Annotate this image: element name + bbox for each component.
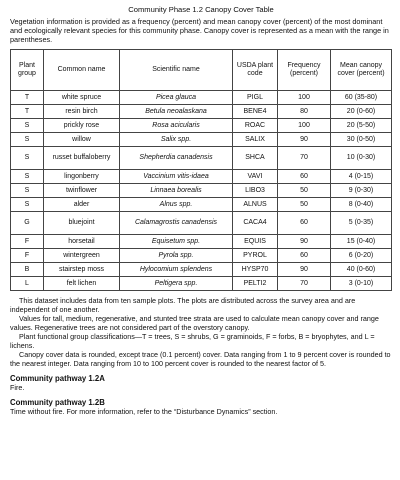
cell-common-name: resin birch [44, 105, 120, 119]
note-paragraph: Canopy cover data is rounded, except trace (0.1 percent) cover. Data ranging from 1 to 9 percent cover is rounded to the nearest integer. Data ranging from 10 to 100 percent cover is rounded to the nearest factor of 5. [10, 350, 391, 368]
cell-frequency: 100 [278, 91, 331, 105]
table-row [11, 91, 392, 105]
table-row [11, 198, 392, 212]
cell-common-name: bluejoint [44, 212, 120, 235]
cell-plant-group: T [11, 105, 44, 119]
cell-common-name: wintergreen [44, 249, 120, 263]
cell-canopy-cover: 4 (0-15) [331, 170, 392, 184]
cell-scientific-name: Calamagrostis canadensis [120, 212, 233, 235]
cell-plant-group: S [11, 170, 44, 184]
cell-usda-code: ROAC [233, 119, 278, 133]
pathway-heading: Community pathway 1.2A [10, 374, 105, 383]
cell-usda-code: PYROL [233, 249, 278, 263]
cell-frequency: 80 [278, 105, 331, 119]
cell-plant-group: T [11, 91, 44, 105]
header-usda-code: USDA plant code [233, 50, 278, 91]
cell-scientific-name: Hylocomium splendens [120, 263, 233, 277]
cell-frequency: 70 [278, 147, 331, 170]
table-row [11, 263, 392, 277]
cell-usda-code: PELTI2 [233, 277, 278, 291]
cell-canopy-cover: 60 (35-80) [331, 91, 392, 105]
cell-plant-group: S [11, 133, 44, 147]
cell-scientific-name: Linnaea borealis [120, 184, 233, 198]
cell-common-name: prickly rose [44, 119, 120, 133]
cell-common-name: felt lichen [44, 277, 120, 291]
cell-usda-code: SALIX [233, 133, 278, 147]
header-frequency: Frequency (percent) [278, 50, 331, 91]
cell-usda-code: VAVI [233, 170, 278, 184]
table-notes [10, 296, 392, 368]
cell-canopy-cover: 10 (0-30) [331, 147, 392, 170]
header-common-name: Common name [44, 50, 120, 91]
cell-canopy-cover: 30 (0-50) [331, 133, 392, 147]
table-row [11, 212, 392, 235]
cell-plant-group: G [11, 212, 44, 235]
cell-canopy-cover: 3 (0-10) [331, 277, 392, 291]
cell-scientific-name: Equisetum spp. [120, 235, 233, 249]
cell-scientific-name: Rosa acicularis [120, 119, 233, 133]
cell-usda-code: SHCA [233, 147, 278, 170]
cell-frequency: 60 [278, 170, 331, 184]
cell-plant-group: F [11, 235, 44, 249]
table-row [11, 105, 392, 119]
cell-common-name: horsetail [44, 235, 120, 249]
cell-usda-code: HYSP70 [233, 263, 278, 277]
cell-frequency: 60 [278, 212, 331, 235]
cell-common-name: white spruce [44, 91, 120, 105]
table-row [11, 133, 392, 147]
cell-plant-group: L [11, 277, 44, 291]
note-paragraph: Plant functional group classifications—T = trees, S = shrubs, G = graminoids, F = forbs, B = bryophytes, and L = lichens. [10, 332, 375, 350]
cell-usda-code: CACA4 [233, 212, 278, 235]
cell-plant-group: S [11, 198, 44, 212]
table-row [11, 119, 392, 133]
header-plant-group: Plant group [11, 50, 44, 91]
table-row [11, 170, 392, 184]
cell-frequency: 90 [278, 235, 331, 249]
cell-usda-code: BENE4 [233, 105, 278, 119]
cell-scientific-name: Pyrola spp. [120, 249, 233, 263]
cell-frequency: 50 [278, 184, 331, 198]
note-paragraph: This dataset includes data from ten sample plots. The plots are distributed across the survey area and are independent of one another. [10, 296, 356, 314]
pathway-body: Time without fire. For more information, refer to the “Disturbance Dynamics” section. [10, 407, 278, 416]
cell-canopy-cover: 8 (0-40) [331, 198, 392, 212]
cell-plant-group: F [11, 249, 44, 263]
pathway-heading: Community pathway 1.2B [10, 398, 105, 407]
cell-canopy-cover: 15 (0-40) [331, 235, 392, 249]
table-row [11, 184, 392, 198]
cell-frequency: 60 [278, 249, 331, 263]
table-row [11, 147, 392, 170]
cell-usda-code: EQUIS [233, 235, 278, 249]
table-row [11, 235, 392, 249]
cell-canopy-cover: 40 (0-60) [331, 263, 392, 277]
cell-common-name: lingonberry [44, 170, 120, 184]
cell-usda-code: PIGL [233, 91, 278, 105]
cell-frequency: 70 [278, 277, 331, 291]
cell-scientific-name: Peltigera spp. [120, 277, 233, 291]
pathway-body: Fire. [10, 383, 25, 392]
cell-frequency: 90 [278, 263, 331, 277]
cell-scientific-name: Salix spp. [120, 133, 233, 147]
cell-scientific-name: Picea glauca [120, 91, 233, 105]
header-scientific-name: Scientific name [120, 50, 233, 91]
cell-canopy-cover: 20 (0-60) [331, 105, 392, 119]
cell-usda-code: ALNUS [233, 198, 278, 212]
cell-frequency: 50 [278, 198, 331, 212]
cell-scientific-name: Alnus spp. [120, 198, 233, 212]
table-title: Community Phase 1.2 Canopy Cover Table [128, 5, 274, 14]
cell-scientific-name: Vaccinium vitis-idaea [120, 170, 233, 184]
cell-plant-group: B [11, 263, 44, 277]
cell-usda-code: LIBO3 [233, 184, 278, 198]
cell-canopy-cover: 6 (0-20) [331, 249, 392, 263]
cell-frequency: 90 [278, 133, 331, 147]
cell-scientific-name: Shepherdia canadensis [120, 147, 233, 170]
cell-common-name: twinflower [44, 184, 120, 198]
cell-frequency: 100 [278, 119, 331, 133]
cell-common-name: stairstep moss [44, 263, 120, 277]
cell-canopy-cover: 20 (5-50) [331, 119, 392, 133]
cell-common-name: willow [44, 133, 120, 147]
cell-scientific-name: Betula neoalaskana [120, 105, 233, 119]
header-canopy-cover: Mean canopy cover (percent) [331, 50, 392, 91]
table-header-row [11, 50, 392, 91]
cell-common-name: alder [44, 198, 120, 212]
cell-canopy-cover: 9 (0-30) [331, 184, 392, 198]
intro-paragraph: Vegetation information is provided as a frequency (percent) and mean canopy cover (percent) of the most dominant and ecologically relevant species for this community phase. Canopy cover is represented as a mean with the range in parentheses. [10, 17, 389, 44]
note-paragraph: Values for tall, medium, regenerative, and stunted tree strata are used to calculate mean canopy cover and range values. Regenerative trees are not considered part of the overstory canopy. [10, 314, 379, 332]
cell-common-name: russet buffaloberry [44, 147, 120, 170]
canopy-cover-table [10, 49, 392, 291]
cell-canopy-cover: 5 (0-35) [331, 212, 392, 235]
table-row [11, 277, 392, 291]
cell-plant-group: S [11, 147, 44, 170]
cell-plant-group: S [11, 119, 44, 133]
cell-plant-group: S [11, 184, 44, 198]
table-row [11, 249, 392, 263]
